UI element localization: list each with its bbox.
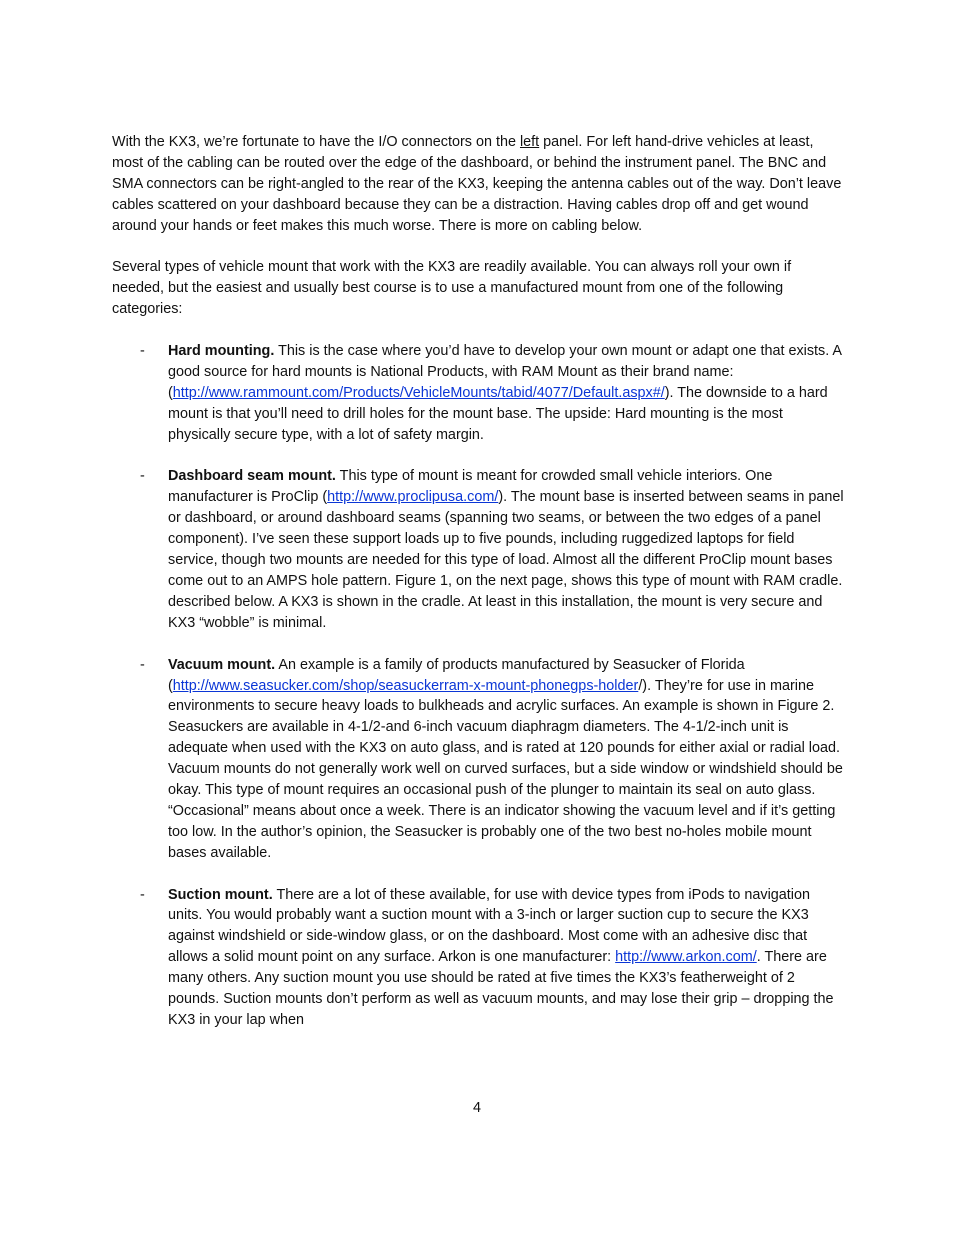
rammount-link[interactable]: http://www.rammount.com/Products/VehicleMounts/tabid/4077/Default.aspx#/ bbox=[172, 384, 665, 401]
arkon-link[interactable]: http://www.arkon.com/ bbox=[615, 949, 757, 966]
intro-text: With the KX3, we’re fortunate to have the I/O connectors on the bbox=[112, 134, 520, 150]
seasucker-link[interactable]: http://www.seasucker.com/shop/seasuckerram-x-mount-phonegps-holder bbox=[172, 677, 639, 694]
bullet-dash: - bbox=[140, 468, 145, 485]
bullet-text-continued: /). They’re for use in marine environments to secure heavy loads to bulkheads and acrylic surfaces. An example is shown in Figure 2. Seasuckers are available in 4-1/2-and 6-inch vacuum diaphragm diameters. The 4-1/2-inch unit is adequate when used with the KX3 on auto glass, and is rated at 120 pounds for either axial or radial load. Vacuum mounts do not generally work well on curved surfaces, but a side window or windshield should be okay. This type of mount requires an occasional push of the plunger to maintain its seal on auto glass. “Occasional” means about once a week. There is an indicator showing the vacuum level and if it’s getting too low. In the author’s opinion, the Seasucker is probably one of the two best no-holes mobile mount bases available. bbox=[168, 677, 843, 861]
bullet-dashboard-seam-mount bbox=[140, 466, 844, 633]
intro-text-continued: panel. For left hand-drive vehicles at least, most of the cabling can be routed over the edge of the dashboard, or behind the instrument panel. The BNC and SMA connectors can be right-angled to the rear of the KX3, keeping the antenna cables out of the way. Don’t leave cables scattered on your dashboard because they can be a distraction. Having cables drop off and get wound around your hands or feet makes this much worse. There is more on cabling below. bbox=[112, 134, 842, 234]
bullet-hard-mounting bbox=[140, 341, 844, 446]
proclip-link[interactable]: http://www.proclipusa.com/ bbox=[327, 489, 499, 506]
intro-paragraph-2: Several types of vehicle mount that work with the KX3 are readily available. You can always roll your own if needed, but the easiest and usually best course is to use a manufactured mount from one of the following categories: bbox=[112, 259, 792, 318]
bullet-dash: - bbox=[140, 656, 145, 673]
bullet-title: Hard mounting. bbox=[168, 343, 275, 360]
bullet-dash: - bbox=[140, 343, 145, 360]
bullet-title: Suction mount. bbox=[168, 886, 273, 903]
bullet-text: This is the case where you’d have to develop your own mount or adapt one that exists. A good source for hard mounts is National Products, with RAM Mount as their brand name: ( bbox=[168, 343, 842, 401]
bullet-text-continued: ). The downside to a hard mount is that you’ll need to drill holes for the mount base. The upside: Hard mounting is the most physically secure type, with a lot of safety margin. bbox=[168, 384, 828, 443]
bullet-text: An example is a family of products manufactured by Seasucker of Florida ( bbox=[168, 656, 745, 694]
bullet-title: Vacuum mount. bbox=[168, 656, 276, 673]
page-content bbox=[112, 132, 844, 1052]
bullet-vacuum-mount bbox=[140, 655, 844, 864]
bullet-text: There are a lot of these available, for use with device types from iPods to navigation units. You would probably want a suction mount with a 3-inch or larger suction cup to secure the KX3 against windshield or side-window glass, or on the dashboard. Most come with an adhesive disc that allows a solid mount point on any surface. Arkon is one manufacturer: bbox=[168, 886, 810, 966]
intro-paragraph-1 bbox=[112, 132, 844, 237]
bullet-text: This type of mount is meant for crowded small vehicle interiors. One manufacturer is ProClip ( bbox=[168, 468, 773, 506]
bullet-text-continued: . There are many others. Any suction mount you use should be rated at five times the KX3’s featherweight of 2 pounds. Suction mounts don’t perform as well as vacuum mounts, and may lose their grip – dropping the KX3 in your lap when bbox=[168, 949, 834, 1028]
bullet-title: Dashboard seam mount. bbox=[168, 468, 336, 485]
bullet-dash: - bbox=[140, 886, 145, 903]
page-number: 4 bbox=[472, 1100, 481, 1116]
underlined-left: left bbox=[519, 134, 540, 150]
bullet-text-continued: ). The mount base is inserted between seams in panel or dashboard, or around dashboard seams (spanning two seams, or between the two edges of a panel component). I’ve seen these support loads up to five pounds, including ruggedized laptops for field service, though two mounts are needed for this type of load. Almost all the different ProClip mount bases come out to an AMPS hole pattern. Figure 1, on the next page, shows this type of mount with RAM cradle. described below. A KX3 is shown in the cradle. At least in this installation, the mount is very secure and KX3 “wobble” is minimal. bbox=[168, 489, 844, 631]
bullet-suction-mount bbox=[140, 885, 844, 1031]
